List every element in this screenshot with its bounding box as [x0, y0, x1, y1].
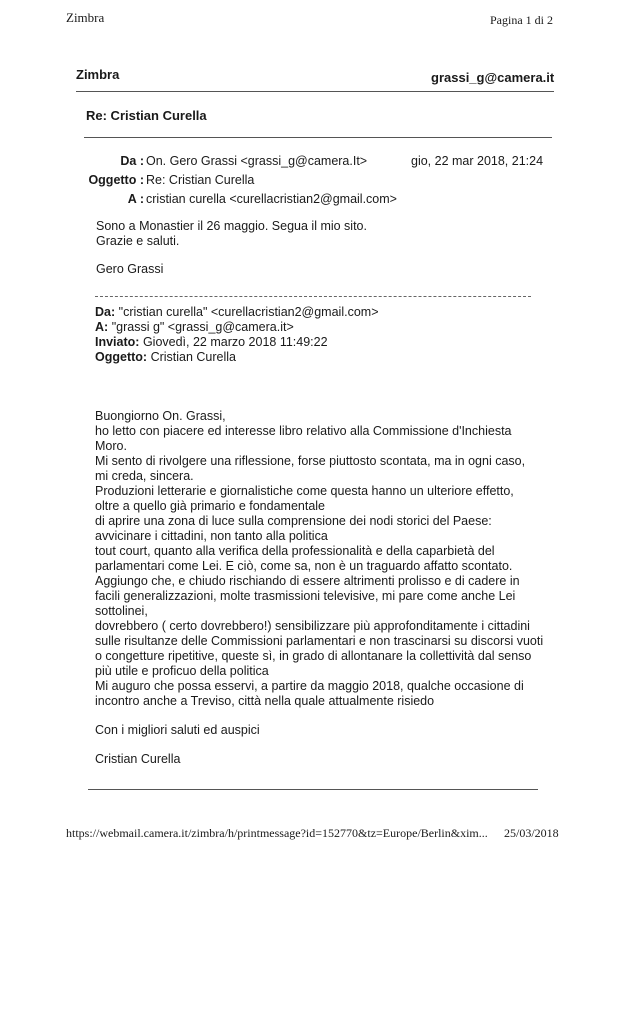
- letter-line: dovrebbero ( certo dovrebbero!) sensibilizzare più approfonditamente i cittadini: [95, 619, 530, 633]
- reply-signature: Gero Grassi: [96, 262, 164, 276]
- letter-line: Moro.: [95, 439, 127, 453]
- letter-line: Produzioni letterarie e giornalistiche come questa hanno un ulteriore effetto,: [95, 484, 514, 498]
- quoted-from-label: Da:: [95, 305, 116, 319]
- letter-line: tout court, quanto alla verifica della professionalità e della caparbietà del: [95, 544, 495, 558]
- subject-divider: [84, 137, 552, 138]
- subject-value: Re: Cristian Curella: [146, 173, 255, 187]
- quoted-sent-label: Inviato:: [95, 335, 140, 349]
- letter-line: facili generalizzazioni, molte trasmissioni televisive, mi pare come anche Lei: [95, 589, 516, 603]
- quoted-subject-label: Oggetto:: [95, 350, 148, 364]
- quoted-sent-value: Giovedì, 22 marzo 2018 11:49:22: [142, 335, 328, 349]
- to-value: cristian curella <curellacristian2@gmail.com>: [146, 192, 397, 206]
- quoted-from: [95, 305, 379, 319]
- letter-line: incontro anche a Treviso, città nella quale attualmente risiedo: [95, 694, 435, 708]
- quoted-from-value: "cristian curella" <curellacristian2@gmail.com>: [118, 305, 379, 319]
- letter-line: Aggiungo che, e chiudo rischiando di essere altrimenti prolisso e di cadere in: [95, 574, 520, 588]
- letter-line: mi creda, sincera.: [95, 469, 194, 483]
- app-name: Zimbra: [76, 67, 120, 82]
- page-number: Pagina 1 di 2: [490, 13, 553, 27]
- letter-line: o congetture ripetitive, queste sì, in grado di allontanare la collettività dal senso: [95, 649, 532, 663]
- quoted-subject: [95, 350, 236, 364]
- letter-signature: Cristian Curella: [95, 752, 181, 766]
- reply-body-line: Sono a Monastier il 26 maggio. Segua il mio sito.: [96, 219, 367, 233]
- subject-label: Oggetto :: [88, 173, 144, 187]
- reply-body-line: Grazie e saluti.: [96, 234, 180, 248]
- letter-line: parlamentari come Lei. E ciò, come sa, non è un traguardo affatto scontato.: [95, 559, 513, 573]
- message-end-divider: [88, 789, 538, 790]
- quote-divider: [95, 296, 531, 297]
- message-date: gio, 22 mar 2018, 21:24: [411, 154, 544, 168]
- subject-title: Re: Cristian Curella: [86, 108, 207, 123]
- letter-closing: Con i migliori saluti ed auspici: [95, 723, 260, 737]
- quoted-to-label: A:: [95, 320, 109, 334]
- footer-date: 25/03/2018: [504, 826, 559, 840]
- letter-line: Buongiorno On. Grassi,: [95, 409, 226, 423]
- letter-line: Mi sento di rivolgere una riflessione, forse piuttosto scontata, ma in ogni caso,: [95, 454, 526, 468]
- quoted-to-value: "grassi g" <grassi_g@camera.it>: [111, 320, 294, 334]
- quoted-to: [95, 320, 294, 334]
- from-label: Da :: [120, 154, 144, 168]
- letter-line: più utile e proficuo della politica: [95, 664, 269, 678]
- footer-url: https://webmail.camera.it/zimbra/h/printmessage?id=152770&tz=Europe/Berlin&xim...: [66, 826, 488, 840]
- from-value: On. Gero Grassi <grassi_g@camera.It>: [146, 154, 368, 168]
- to-label: A :: [127, 192, 144, 206]
- letter-line: sottolinei,: [95, 604, 148, 618]
- letter-line: oltre a quello già primario e fondamentale: [95, 499, 325, 513]
- quoted-subject-value: Cristian Curella: [150, 350, 237, 364]
- letter-line: avvicinare i cittadini, non tanto alla politica: [95, 529, 328, 543]
- letter-line: Mi auguro che possa esservi, a partire da maggio 2018, qualche occasione di: [95, 679, 524, 693]
- quoted-sent: [95, 335, 328, 349]
- header-divider: [76, 91, 554, 92]
- letter-line: ho letto con piacere ed interesse libro relativo alla Commissione d'Inchiesta: [95, 424, 512, 438]
- account-email: grassi_g@camera.it: [431, 70, 555, 85]
- print-header-app-name: Zimbra: [66, 10, 105, 25]
- letter-line: di aprire una zona di luce sulla comprensione dei nodi storici del Paese:: [95, 514, 492, 528]
- letter-line: sulle risultanze delle Commissioni parlamentari e non trascinarsi su discorsi vuoti: [95, 634, 544, 648]
